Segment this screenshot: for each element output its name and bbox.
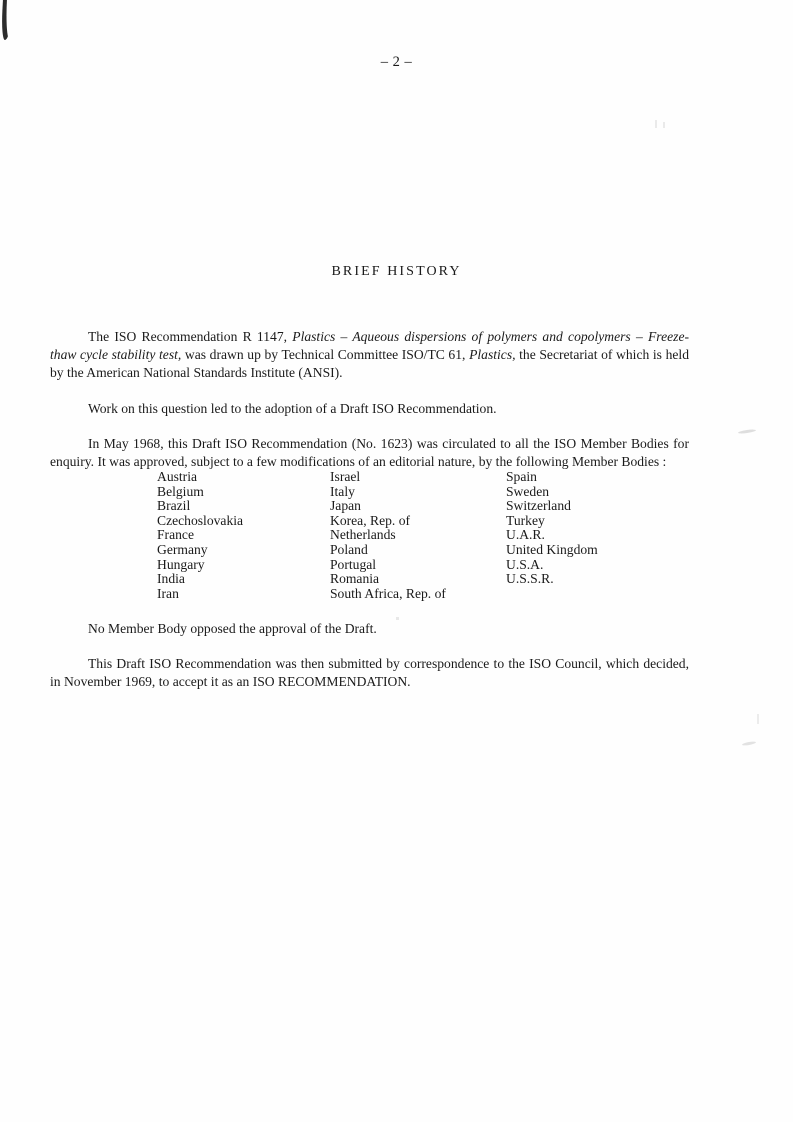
paragraph-circulation-enquiry: In May 1968, this Draft ISO Recommendation (No. 1623) was circulated to all the ISO Member Bodies for enquiry. It was approved, subject to a few modifications of an editorial nature, by the following Member Bodies : [50,435,689,470]
list-item: U.S.S.R. [506,571,554,587]
scan-speck-artifact [757,714,759,724]
paragraph-council-acceptance: This Draft ISO Recommendation was then submitted by correspondence to the ISO Council, which decided, in November 1969, to accept it as an ISO RECOMMENDATION. [50,656,689,690]
closing-text-block [50,620,689,692]
list-item: Hungary [157,556,205,572]
list-item: Spain [506,469,537,484]
paragraph-text-segment: was drawn up by Technical Committee ISO/TC 61, [181,347,470,363]
list-item: Poland [330,541,368,557]
list-item: Israel [330,469,361,484]
list-item: Germany [157,541,208,557]
scan-speck-artifact [663,122,665,128]
list-item: Belgium [157,483,204,499]
list-item: U.S.A. [506,556,544,572]
paragraph-text-segment: The ISO Recommendation R 1147, [88,329,293,344]
member-bodies-column-3 [506,470,656,601]
list-item: Japan [330,498,361,514]
scan-edge-artifact-icon [1,0,13,40]
paragraph-draft-adoption: Work on this question led to the adoption of a Draft ISO Recommendation. [88,400,497,416]
list-item: Korea, Rep. of [330,512,411,528]
list-item: Netherlands [330,527,396,543]
list-item: Italy [330,483,355,499]
italic-committee-subject: Plastics, [469,347,516,363]
scan-smudge-artifact-upper [738,429,756,434]
member-bodies-column-2 [330,470,506,601]
list-item: France [157,527,194,543]
scan-speck-artifact [655,120,657,128]
scan-smudge-artifact-lower [742,741,756,746]
paragraph-no-opposition: No Member Body opposed the approval of the Draft. [88,621,377,636]
list-item: Romania [330,571,380,587]
list-item: India [157,571,185,587]
list-item: Sweden [506,483,550,499]
page-title: BRIEF HISTORY [331,264,462,279]
italic-title-standard: Plastics – Aqueous dispersions of polymers and copolymers – Freeze-thaw cycle stability test, [50,329,689,363]
page-number: – 2 – [380,54,413,70]
list-item: South Africa, Rep. of [330,585,446,601]
member-bodies-column-1 [157,470,330,601]
list-item: Czechoslovakia [157,512,244,528]
paragraph-text-segment: the Secretariat of which is held by the American National Standards Institute (ANSI). [50,347,689,381]
list-item: United Kingdom [506,541,598,557]
list-item: Austria [157,469,198,484]
list-item: U.A.R. [506,527,545,543]
list-item: Switzerland [506,498,571,514]
list-item: Iran [157,585,179,601]
intro-text-block [50,328,689,471]
list-item: Brazil [157,498,191,514]
paragraph-recommendation-origin [50,328,689,383]
list-item: Portugal [330,556,377,572]
member-bodies-list [157,470,657,601]
list-item: Turkey [506,512,545,528]
